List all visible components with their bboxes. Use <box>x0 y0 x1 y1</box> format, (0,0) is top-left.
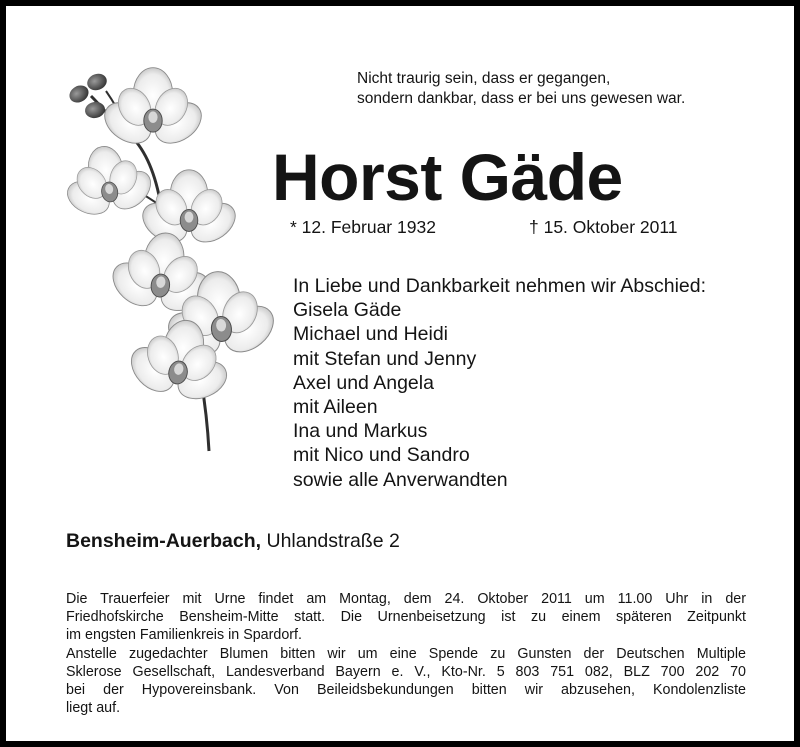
motto-text <box>357 69 685 109</box>
family-member: sowie alle Anverwandten <box>293 468 508 491</box>
family-member: mit Aileen <box>293 396 378 419</box>
family-member: mit Nico und Sandro <box>293 444 470 467</box>
orchid-branch-icon <box>61 66 276 456</box>
motto-line-2: sondern dankbar, dass er bei uns gewesen war. <box>357 90 686 107</box>
birth-date: * 12. Februar 1932 <box>290 217 436 237</box>
notice-line: Sklerose Gesellschaft, Landesverband Bayern e. V., Kto-Nr. 5 803 751 082, BLZ 700 202 70 <box>66 663 746 680</box>
notice-line: Anstelle zugedachter Blumen bitten wir um eine Spende zu Gunsten der Deutschen Multiple <box>66 645 746 662</box>
notice-line: im engsten Familienkreis in Spardorf. <box>66 627 302 644</box>
notice-line: liegt auf. <box>66 700 121 717</box>
funeral-notice <box>66 590 746 717</box>
notice-line: Friedhofskirche Bensheim-Mitte statt. Die Urnenbeisetzung ist zu einem späteren Zeitpunkt <box>66 609 746 626</box>
deceased-name: Horst Gäde <box>272 140 623 214</box>
family-member: Gisela Gäde <box>293 299 402 322</box>
address <box>66 530 400 553</box>
family-member: Axel und Angela <box>293 371 434 394</box>
notice-line: bei der Hypovereinsbank. Von Beileidsbekundungen bitten wir abzusehen, Kondolenzliste <box>66 682 746 699</box>
address-place: Bensheim-Auerbach, <box>66 530 262 552</box>
family-list <box>293 274 706 492</box>
family-member: Ina und Markus <box>293 420 428 443</box>
notice-line: Die Trauerfeier mit Urne findet am Montag, dem 24. Oktober 2011 um 11.00 Uhr in der <box>66 591 746 607</box>
address-street: Uhlandstraße 2 <box>266 530 400 552</box>
family-intro: In Liebe und Dankbarkeit nehmen wir Abschied: <box>293 275 707 297</box>
family-member: Michael und Heidi <box>293 323 449 346</box>
family-member: mit Stefan und Jenny <box>293 347 477 370</box>
death-date: † 15. Oktober 2011 <box>529 217 678 237</box>
motto-line-1: Nicht traurig sein, dass er gegangen, <box>357 70 611 87</box>
